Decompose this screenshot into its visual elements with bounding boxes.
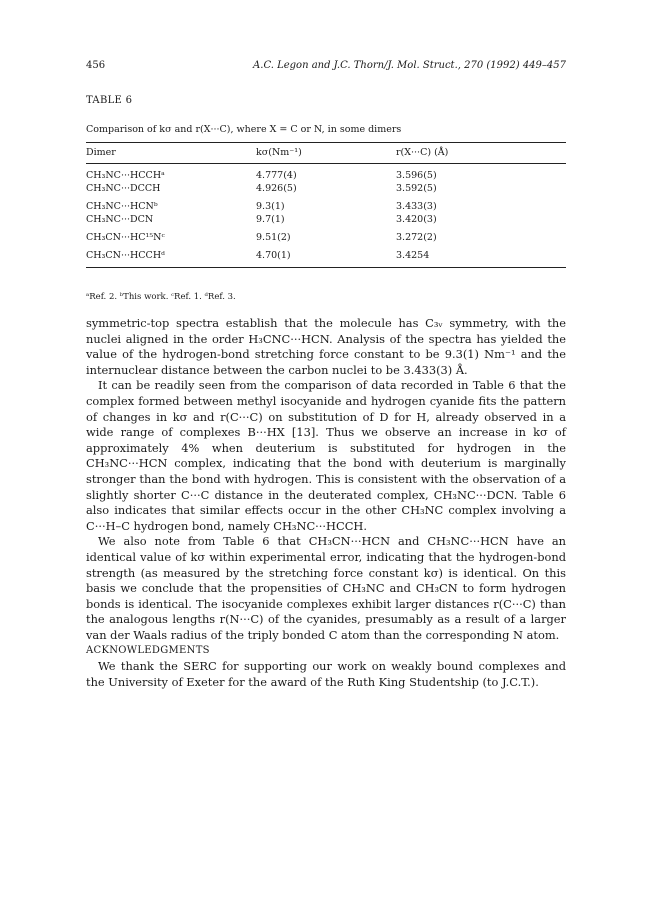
acknowledgments-text: We thank the SERC for supporting our work on weakly bound complexes and the University of Exeter for the award of the Ruth King Studentship (to J.C.T.).: [86, 659, 566, 689]
paragraph: symmetric-top spectra establish that the molecule has C₃ᵥ symmetry, with the nuclei aligned in the order H₃CNC···HCN. Analysis of the spectra has yielded the value of the hydrogen-bond stretching force constant to be 9.3(1) Nm⁻¹ and the internuclear distance between the carbon nuclei to be 3.433(3) Å.: [86, 316, 566, 377]
cell-dimer: CH₃NC···DCN: [86, 214, 154, 225]
body-text: [86, 316, 566, 690]
running-title: A.C. Legon and J.C. Thorn/J. Mol. Struct., 270 (1992) 449–457: [253, 60, 566, 71]
table-caption: Comparison of kσ and r(X···C), where X = C or N, in some dimers: [86, 124, 402, 135]
cell-dimer: CH₃CN···HC¹⁵Nᶜ: [86, 232, 165, 243]
paragraph: It can be readily seen from the comparison of data recorded in Table 6 that the complex formed between methyl isocyanide and hydrogen cyanide fits the pattern of changes in kσ and r(C···C) on substitution of D for H, already observed in a wide range of complexes B···HX [13]. Thus we observe an increase in kσ of approximately 4% when deuterium is substituted for hydrogen in the CH₃NC···HCN complex, indicating that the bond with deuterium is marginally stronger than the bond with hydrogen. This is consistent with the observation of a slightly shorter C···C distance in the deuterated complex, CH₃NC···DCN. Table 6 also indicates that similar effects occur in the other CH₃NC complex involving a C···H–C hydrogen bond, namely CH₃NC···HCCH.: [86, 378, 566, 533]
cell-k: 4.777(4): [256, 170, 297, 181]
table-group: [86, 249, 566, 262]
cell-k: 9.51(2): [256, 232, 291, 243]
table-row: [86, 231, 566, 244]
acknowledgments-heading: ACKNOWLEDGMENTS: [86, 645, 210, 657]
cell-k: 4.70(1): [256, 250, 291, 261]
cell-r: 3.420(3): [396, 214, 437, 225]
table-bottom-rule: [86, 267, 566, 268]
cell-k: 9.7(1): [256, 214, 285, 225]
cell-dimer: CH₃NC···HCNᵇ: [86, 201, 158, 212]
table-row: [86, 169, 566, 182]
page-number: 456: [86, 60, 106, 71]
column-header-dimer: Dimer: [86, 147, 116, 158]
cell-r: 3.433(3): [396, 201, 437, 212]
table-header-row: [86, 143, 566, 163]
table-label: TABLE 6: [86, 95, 133, 106]
cell-k: 9.3(1): [256, 201, 285, 212]
table-group: [86, 169, 566, 195]
cell-r: 3.596(5): [396, 170, 437, 181]
cell-dimer: CH₃NC···HCCHᵃ: [86, 170, 165, 181]
table-footnote: ᵃRef. 2. ᵇThis work. ᶜRef. 1. ᵈRef. 3.: [86, 292, 236, 302]
cell-r: 3.592(5): [396, 183, 437, 194]
table-group: [86, 231, 566, 244]
page-header: [86, 60, 566, 74]
cell-r: 3.4254: [396, 250, 430, 261]
data-table: [86, 142, 566, 268]
cell-dimer: CH₃NC···DCCH: [86, 183, 161, 194]
cell-dimer: CH₃CN···HCCHᵈ: [86, 250, 165, 261]
table-group: [86, 200, 566, 226]
cell-k: 4.926(5): [256, 183, 297, 194]
table-row: [86, 249, 566, 262]
column-header-k: kσ(Nm⁻¹): [256, 147, 302, 158]
table-row: [86, 200, 566, 213]
cell-r: 3.272(2): [396, 232, 437, 243]
table-row: [86, 213, 566, 226]
column-header-r: r(X···C) (Å): [396, 147, 449, 158]
paragraph: We also note from Table 6 that CH₃CN···HCN and CH₃NC···HCN have an identical value of kσ within experimental error, indicating that the hydrogen-bond strength (as measured by the stretching force constant kσ) is identical. On this basis we conclude that the propensities of CH₃NC and CH₃CN to form hydrogen bonds is identical. The isocyanide complexes exhibit larger distances r(C···C) than the analogous lengths r(N···C) of the cyanides, presumably as a result of a larger van der Waals radius of the triply bonded C atom than the corresponding N atom.: [86, 534, 566, 642]
table-row: [86, 182, 566, 195]
